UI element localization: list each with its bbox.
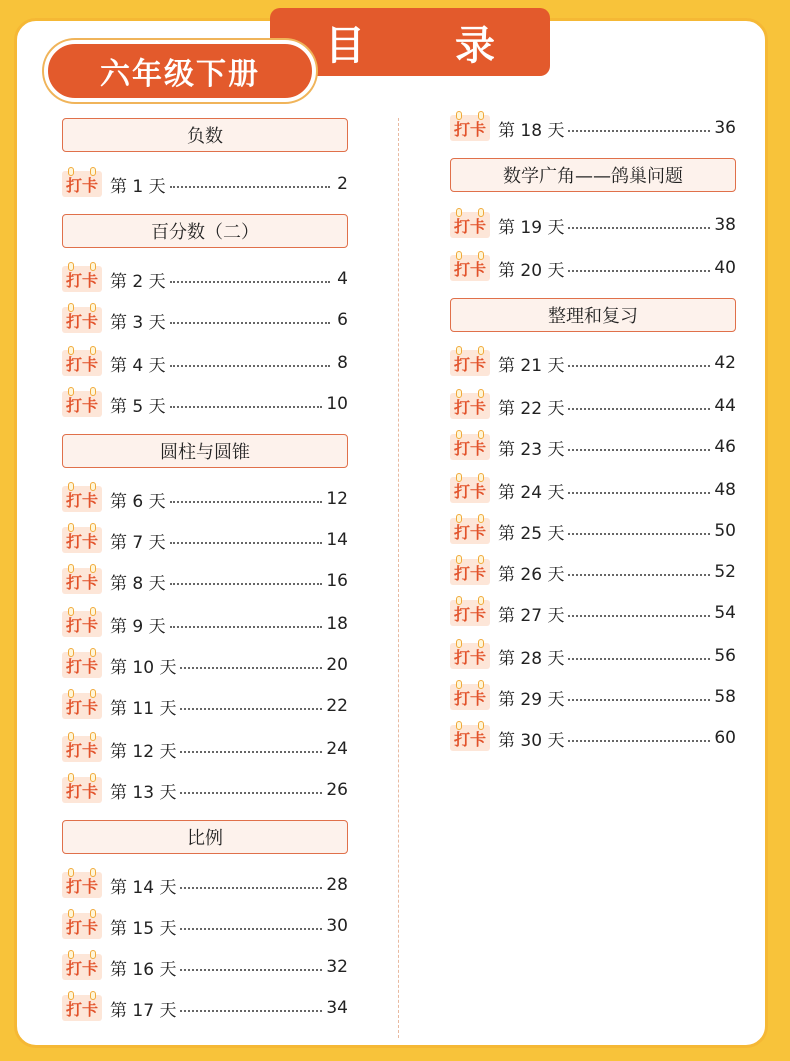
entry-day: 第 19 天 [498,217,565,238]
entry-page-number: 12 [326,489,348,509]
entry-page-number: 26 [326,780,348,800]
checkin-stamp-icon: 打卡 [62,486,102,512]
checkin-stamp-icon: 打卡 [450,643,490,669]
entry-day: 第 1 天 [110,176,166,197]
toc-entry[interactable] [450,517,736,545]
leader-dots [568,227,710,229]
entry-day: 第 13 天 [110,782,177,803]
toc-entry[interactable] [62,692,348,720]
entry-page-number: 46 [714,437,736,457]
toc-entry[interactable] [62,994,348,1022]
entry-page-number: 36 [714,118,736,138]
checkin-stamp-icon: 打卡 [450,518,490,544]
entry-day: 第 18 天 [498,120,565,141]
entry-day: 第 30 天 [498,730,565,751]
entry-page-number: 16 [326,571,348,591]
toc-entry[interactable] [450,114,736,142]
checkin-stamp-icon: 打卡 [450,684,490,710]
entry-day: 第 7 天 [110,532,166,553]
leader-dots [568,449,710,451]
entry-page-number: 44 [714,396,736,416]
entry-page-number: 4 [337,269,348,289]
leader-dots [568,699,710,701]
leader-dots [180,751,322,753]
entry-day: 第 6 天 [110,491,166,512]
checkin-stamp-icon: 打卡 [62,171,102,197]
entry-day: 第 11 天 [110,698,177,719]
checkin-stamp-icon: 打卡 [450,600,490,626]
toc-entry[interactable] [450,683,736,711]
entry-page-number: 32 [326,957,348,977]
toc-entry[interactable] [62,485,348,513]
entry-page-number: 22 [326,696,348,716]
entry-page-number: 52 [714,562,736,582]
entry-page-number: 58 [714,687,736,707]
leader-dots [568,615,710,617]
entry-day: 第 28 天 [498,648,565,669]
checkin-stamp-icon: 打卡 [62,872,102,898]
toc-entry[interactable] [450,476,736,504]
section-header: 圆柱与圆锥 [62,434,348,468]
entry-day: 第 9 天 [110,616,166,637]
leader-dots [170,281,330,283]
entry-page-number: 54 [714,603,736,623]
checkin-stamp-icon: 打卡 [450,477,490,503]
entry-day: 第 16 天 [110,959,177,980]
checkin-stamp-icon: 打卡 [450,115,490,141]
checkin-stamp-icon: 打卡 [450,393,490,419]
leader-dots [568,740,710,742]
section-header: 比例 [62,820,348,854]
toc-entry[interactable] [62,349,348,377]
entry-day: 第 17 天 [110,1000,177,1021]
entry-day: 第 27 天 [498,605,565,626]
leader-dots [180,887,322,889]
leader-dots [180,792,322,794]
toc-entry[interactable] [62,871,348,899]
checkin-stamp-icon: 打卡 [62,777,102,803]
checkin-stamp-icon: 打卡 [62,307,102,333]
entry-page-number: 60 [714,728,736,748]
entry-day: 第 14 天 [110,877,177,898]
leader-dots [170,501,323,503]
leader-dots [568,365,710,367]
leader-dots [170,365,330,367]
checkin-stamp-icon: 打卡 [62,611,102,637]
leader-dots [170,186,330,188]
entry-page-number: 6 [337,310,348,330]
leader-dots [568,574,710,576]
toc-entry[interactable] [62,776,348,804]
entry-page-number: 20 [326,655,348,675]
leader-dots [170,406,323,408]
entry-page-number: 40 [714,258,736,278]
checkin-stamp-icon: 打卡 [62,266,102,292]
checkin-stamp-icon: 打卡 [62,652,102,678]
entry-day: 第 22 天 [498,398,565,419]
toc-entry[interactable] [450,349,736,377]
checkin-stamp-icon: 打卡 [62,736,102,762]
entry-page-number: 50 [714,521,736,541]
toc-entry[interactable] [450,211,736,239]
checkin-stamp-icon: 打卡 [450,350,490,376]
grade-badge: 六年级下册 [44,40,316,102]
entry-page-number: 8 [337,353,348,373]
toc-entry[interactable] [62,526,348,554]
toc-entry[interactable] [62,735,348,763]
checkin-stamp-icon: 打卡 [62,350,102,376]
leader-dots [568,408,710,410]
checkin-stamp-icon: 打卡 [450,725,490,751]
toc-entry[interactable] [62,170,348,198]
entry-day: 第 29 天 [498,689,565,710]
entry-day: 第 23 天 [498,439,565,460]
entry-page-number: 56 [714,646,736,666]
entry-day: 第 4 天 [110,355,166,376]
leader-dots [180,667,322,669]
toc-entry[interactable] [62,610,348,638]
section-header: 负数 [62,118,348,152]
entry-day: 第 2 天 [110,271,166,292]
entry-page-number: 48 [714,480,736,500]
section-header: 整理和复习 [450,298,736,332]
entry-day: 第 24 天 [498,482,565,503]
entry-page-number: 38 [714,215,736,235]
entry-page-number: 28 [326,875,348,895]
checkin-stamp-icon: 打卡 [62,391,102,417]
entry-page-number: 24 [326,739,348,759]
page-title: 目 录 [270,8,550,76]
toc-entry[interactable] [450,724,736,752]
toc-entry[interactable] [450,392,736,420]
toc-entry[interactable] [62,567,348,595]
entry-page-number: 14 [326,530,348,550]
leader-dots [568,270,710,272]
checkin-stamp-icon: 打卡 [450,559,490,585]
toc-entry[interactable] [62,390,348,418]
section-header: 百分数（二） [62,214,348,248]
toc-entry[interactable] [450,599,736,627]
leader-dots [170,583,323,585]
entry-day: 第 26 天 [498,564,565,585]
toc-entry[interactable] [450,254,736,282]
leader-dots [180,969,322,971]
leader-dots [170,542,323,544]
toc-entry[interactable] [450,433,736,461]
leader-dots [170,626,323,628]
entry-page-number: 18 [326,614,348,634]
entry-page-number: 2 [337,174,348,194]
leader-dots [170,322,330,324]
toc-entry[interactable] [62,953,348,981]
leader-dots [568,492,710,494]
checkin-stamp-icon: 打卡 [62,954,102,980]
leader-dots [180,1010,322,1012]
toc-entry[interactable] [62,265,348,293]
entry-day: 第 12 天 [110,741,177,762]
checkin-stamp-icon: 打卡 [62,568,102,594]
entry-day: 第 10 天 [110,657,177,678]
entry-page-number: 34 [326,998,348,1018]
checkin-stamp-icon: 打卡 [62,693,102,719]
leader-dots [568,658,710,660]
section-header: 数学广角——鸽巢问题 [450,158,736,192]
checkin-stamp-icon: 打卡 [450,212,490,238]
column-divider [398,118,399,1038]
leader-dots [568,130,710,132]
entry-day: 第 8 天 [110,573,166,594]
entry-page-number: 10 [326,394,348,414]
leader-dots [568,533,710,535]
leader-dots [180,708,322,710]
toc-entry[interactable] [62,912,348,940]
checkin-stamp-icon: 打卡 [450,255,490,281]
checkin-stamp-icon: 打卡 [450,434,490,460]
toc-entry[interactable] [450,558,736,586]
leader-dots [180,928,322,930]
entry-day: 第 15 天 [110,918,177,939]
toc-entry[interactable] [62,651,348,679]
entry-page-number: 30 [326,916,348,936]
toc-entry[interactable] [450,642,736,670]
entry-day: 第 5 天 [110,396,166,417]
entry-day: 第 25 天 [498,523,565,544]
toc-entry[interactable] [62,306,348,334]
entry-day: 第 20 天 [498,260,565,281]
entry-day: 第 21 天 [498,355,565,376]
entry-page-number: 42 [714,353,736,373]
entry-day: 第 3 天 [110,312,166,333]
checkin-stamp-icon: 打卡 [62,995,102,1021]
checkin-stamp-icon: 打卡 [62,913,102,939]
checkin-stamp-icon: 打卡 [62,527,102,553]
